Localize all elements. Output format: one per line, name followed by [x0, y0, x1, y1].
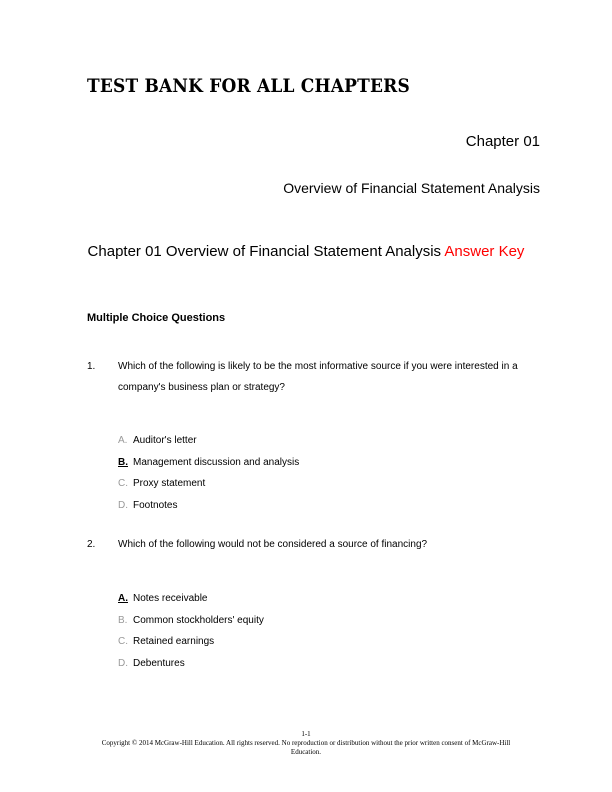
option-letter: B.: [118, 457, 128, 468]
question-number: 1.: [87, 361, 96, 372]
answer-key-heading: [0, 243, 612, 260]
answer-option: [118, 615, 264, 626]
answer-option-correct: [118, 457, 299, 468]
option-letter: A.: [118, 593, 128, 604]
option-text: Proxy statement: [133, 478, 206, 489]
answer-option: [118, 636, 214, 647]
page-number: 1-1: [301, 730, 311, 738]
question-number: 2.: [87, 539, 96, 550]
page-footer: [0, 730, 612, 757]
answer-option: [118, 658, 185, 669]
section-title: Multiple Choice Questions: [87, 312, 226, 324]
answer-key-label: Answer Key: [444, 243, 525, 260]
option-text: Retained earnings: [133, 636, 215, 647]
option-text: Notes receivable: [133, 593, 208, 604]
test-bank-banner: TEST BANK FOR ALL CHAPTERS: [87, 76, 410, 98]
option-letter: D.: [118, 500, 128, 511]
option-letter: B.: [118, 615, 128, 626]
answer-option: [118, 435, 197, 446]
copyright-notice: Copyright © 2014 McGraw-Hill Education. All rights reserved. No reproduction or distribution without the prior written consent of McGraw-Hill Education.: [101, 739, 511, 756]
option-letter: A.: [118, 435, 128, 446]
chapter-number: Chapter 01: [465, 133, 540, 150]
question-text: Which of the following would not be considered a source of financing?: [118, 539, 428, 550]
heading-text: Chapter 01 Overview of Financial Statement Analysis: [87, 243, 445, 260]
answer-option-correct: [118, 593, 207, 604]
option-text: Common stockholders' equity: [133, 615, 264, 626]
answer-option: [118, 478, 205, 489]
chapter-title: Overview of Financial Statement Analysis: [283, 180, 540, 196]
question-text: Which of the following is likely to be the most informative source if you were interested in a company's business plan or strategy?: [118, 361, 518, 393]
option-letter: C.: [118, 478, 128, 489]
answer-option: [118, 500, 177, 511]
option-text: Debentures: [133, 658, 185, 669]
option-text: Auditor's letter: [133, 435, 197, 446]
option-text: Footnotes: [133, 500, 178, 511]
option-letter: D.: [118, 658, 128, 669]
option-letter: C.: [118, 636, 128, 647]
option-text: Management discussion and analysis: [133, 457, 300, 468]
